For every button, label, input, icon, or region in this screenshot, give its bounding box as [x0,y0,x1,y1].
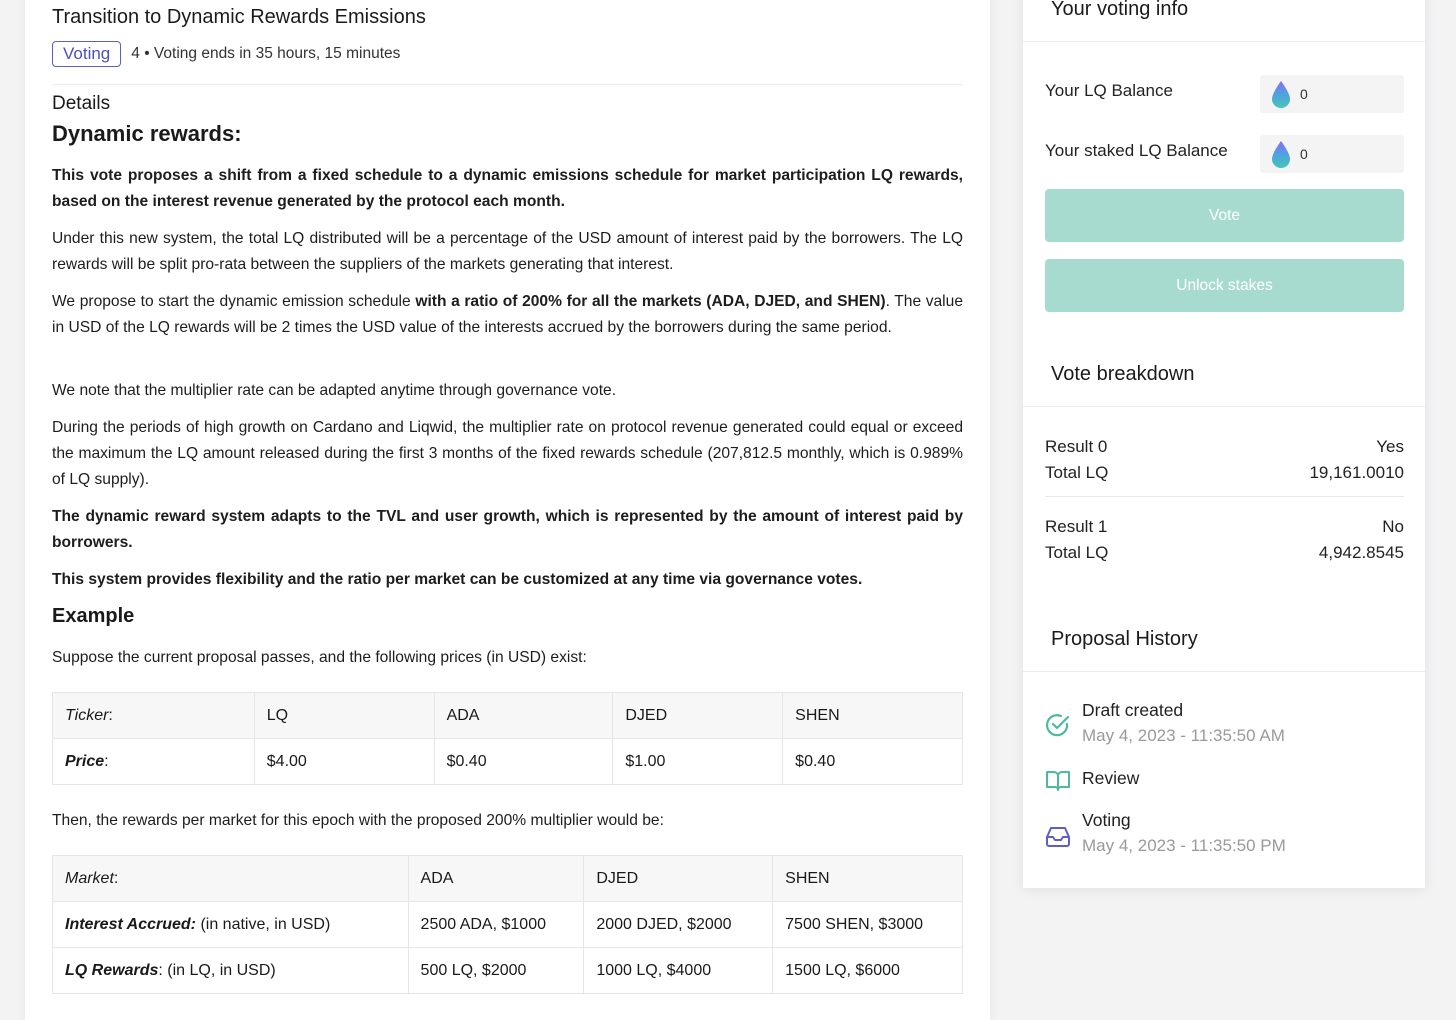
divider [1023,41,1425,42]
paragraph-4: We note that the multiplier rate can be adapted anytime through governance vote. [52,382,617,399]
paragraph-5: During the periods of high growth on Cardano and Liqwid, the multiplier rate on protocol revenue generated could equal or exceed the maximum the LQ amount released during the first 3 months of the fixed rewards schedule (207,812.5 monthly, which is 0.989% of LQ supply). [52,419,963,488]
paragraph-3 [52,289,963,341]
result-answer: No [1382,517,1404,536]
divider [1023,671,1425,672]
table-cell: ADA [434,693,613,739]
table-row [53,693,963,739]
table-row [53,902,963,948]
price-table [52,692,963,785]
history-voting-date: May 4, 2023 - 11:35:50 PM [1082,836,1286,855]
proposal-title: Transition to Dynamic Rewards Emissions [52,6,426,28]
total-lq-value: 4,942.8545 [1318,543,1404,562]
example-heading: Example [52,605,135,627]
staked-balance-value: 0 [1300,146,1308,162]
table-cell: 2500 ADA, $1000 [408,902,584,948]
total-lq-label: Total LQ [1045,463,1109,482]
status-badge: Voting [52,41,121,67]
table-cell: Ticker: [53,693,255,739]
rewards-intro: Then, the rewards per market for this epoch with the proposed 200% multiplier would be: [52,812,664,829]
paragraph-3-bold: with a ratio of 200% for all the markets (ADA, DJED, and SHEN) [415,293,886,310]
table-cell: 2000 DJED, $2000 [584,902,773,948]
table-cell: DJED [584,856,773,902]
vote-breakdown-title: Vote breakdown [1051,363,1195,385]
result-label: Result 0 [1045,437,1108,456]
result-1-total-row [1045,540,1404,566]
table-row [53,739,963,785]
table-row [53,948,963,994]
table-cell: $0.40 [434,739,613,785]
divider [52,84,963,85]
table-cell: LQ [254,693,434,739]
rewards-table [52,855,963,994]
lq-balance-value: 0 [1300,86,1308,102]
table-cell: ADA [408,856,584,902]
staked-balance-field [1260,135,1404,173]
paragraph-3-c: . The value in USD of the LQ rewards will be 2 times the USD value of the interests accrued by the borrowers during the same period. [52,293,963,336]
table-cell: $4.00 [254,739,434,785]
lq-balance-field [1260,75,1404,113]
table-cell: Interest Accrued: (in native, in USD) [53,902,409,948]
history-review-title: Review [1082,768,1140,788]
table-cell: Price: [53,739,255,785]
table-cell: $0.40 [783,739,963,785]
table-cell: DJED [613,693,783,739]
status-row [52,41,400,67]
divider [1045,496,1404,497]
table-cell: 500 LQ, $2000 [408,948,584,994]
table-cell: 1500 LQ, $6000 [773,948,963,994]
proposal-history-title: Proposal History [1051,628,1198,650]
paragraph-3-a: We propose to start the dynamic emission schedule [52,293,416,310]
result-answer: Yes [1376,437,1404,456]
divider [1023,406,1425,407]
unlock-stakes-button[interactable]: Unlock stakes [1045,259,1404,312]
book-open-icon [1045,767,1071,793]
staked-balance-label: Your staked LQ Balance [1045,141,1228,160]
paragraph-1: This vote proposes a shift from a fixed schedule to a dynamic emissions schedule for market participation LQ rewards, based on the interest revenue generated by the protocol each month. [52,167,963,210]
result-0-total-row [1045,460,1404,486]
table-cell: $1.00 [613,739,783,785]
table-cell: Market: [53,856,409,902]
paragraph-2: Under this new system, the total LQ distributed will be a percentage of the USD amount of interest paid by the borrowers. The LQ rewards will be split pro-rata between the suppliers of the markets generating that interest. [52,230,963,273]
voting-info-title: Your voting info [1051,0,1189,20]
table-cell: 1000 LQ, $4000 [584,948,773,994]
table-row [53,856,963,902]
vote-button[interactable]: Vote [1045,189,1404,242]
lq-drop-icon [1270,139,1292,169]
history-draft-title: Draft created [1082,700,1184,720]
table-cell: SHEN [783,693,963,739]
inbox-icon [1045,823,1071,849]
total-lq-value: 19,161.0010 [1309,463,1404,482]
total-lq-label: Total LQ [1045,543,1109,562]
table-cell: SHEN [773,856,963,902]
paragraph-6: The dynamic reward system adapts to the TVL and user growth, which is represented by the amount of interest paid by borrowers. [52,508,963,551]
result-1-row [1045,514,1404,540]
history-voting-title: Voting [1082,810,1131,830]
paragraph-7: This system provides flexibility and the ratio per market can be customized at any time via governance votes. [52,571,863,588]
lq-balance-label: Your LQ Balance [1045,81,1173,100]
example-intro: Suppose the current proposal passes, and the following prices (in USD) exist: [52,649,587,666]
result-label: Result 1 [1045,517,1108,536]
table-cell: 7500 SHEN, $3000 [773,902,963,948]
check-circle-icon [1045,712,1071,738]
history-draft-date: May 4, 2023 - 11:35:50 AM [1082,726,1285,745]
result-0-row [1045,434,1404,460]
table-cell: LQ Rewards: (in LQ, in USD) [53,948,409,994]
lq-drop-icon [1270,79,1292,109]
details-heading: Details [52,93,111,114]
voting-countdown: 4 • Voting ends in 35 hours, 15 minutes [131,45,401,62]
dynamic-rewards-heading: Dynamic rewards: [52,121,242,146]
